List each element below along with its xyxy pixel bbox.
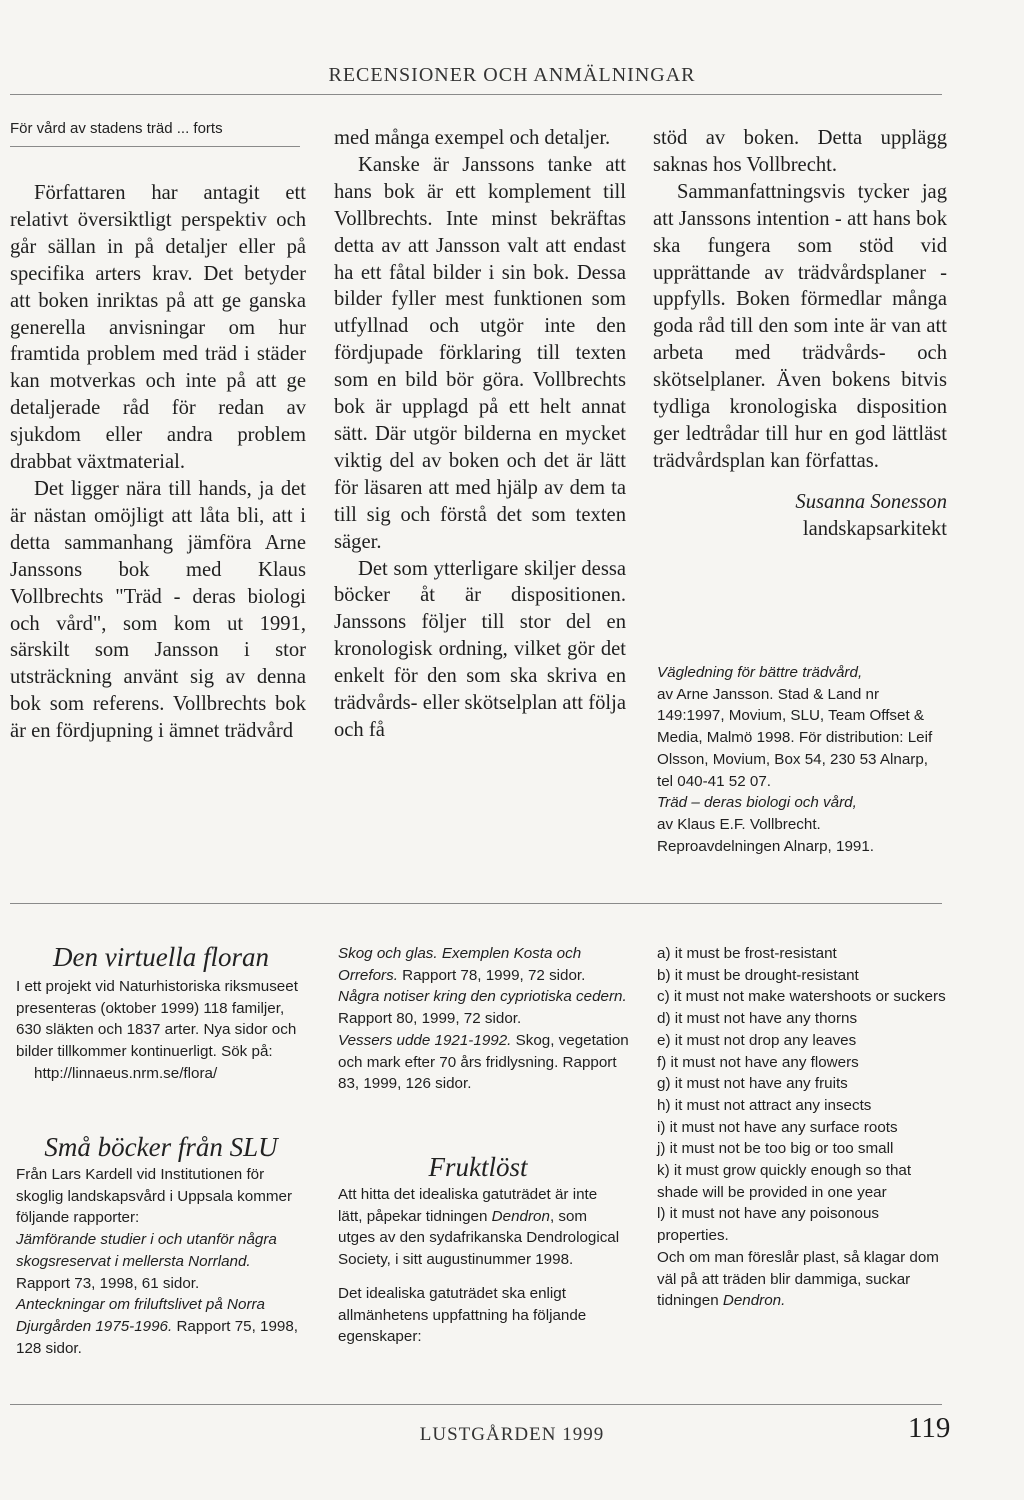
slu-body-col2 xyxy=(338,943,630,1095)
dendron-magazine: Dendron xyxy=(491,1207,550,1225)
book1-title: Vägledning för bättre trädvård, xyxy=(657,664,863,681)
slu-intro: Från Lars Kardell vid Institutionen för skoglig landskapsvård i Uppsala kommer följande rapporter: xyxy=(16,1166,293,1227)
fruktlost-body xyxy=(338,1184,620,1348)
list-item: c) it must not make watershoots or suckers xyxy=(657,988,946,1006)
footer-rule xyxy=(10,1404,942,1405)
floran-body xyxy=(16,976,306,1085)
reviewer-name: Susanna Sonesson xyxy=(795,490,947,513)
review-column-2 xyxy=(334,125,626,744)
journal-name: LUSTGÅRDEN 1999 xyxy=(419,1424,605,1445)
review-paragraph: Det som ytterligare skiljer dessa böcker åt är dispositionen. Janssons följer till stor del en kronologisk ordning, vilket gör det enkelt för den som ska skriva en trädvårds- eller skötselplan att följa och få xyxy=(334,557,626,741)
list-item: i) it must not have any surface roots xyxy=(657,1118,898,1136)
report-title: Några notiser kring den cypriotiska cedern. xyxy=(338,988,627,1006)
running-header: RECENSIONER OCH ANMÄLNINGAR xyxy=(328,64,696,86)
slu-body-col1 xyxy=(16,1164,306,1359)
report-details: Rapport 80, 1999, 72 sidor. xyxy=(338,1010,522,1028)
list-item: g) it must not have any fruits xyxy=(657,1075,848,1093)
book2-title: Träd – deras biologi och vård, xyxy=(657,794,857,812)
review-paragraph: Det ligger nära till hands, ja det är nästan omöjligt att låta bli, att i detta sammanhang jämföra Arne Janssons bok med Klaus Vollbrechts "Träd - deras biologi och vård", som kom ut 1991, särskilt som Jansson i stor utsträckning använt sig av denna bok som referens. Vollbrechts bok är en fördjupning i ämnet trädvård xyxy=(10,477,306,743)
report-title: Vessers udde 1921-1992. xyxy=(338,1031,512,1049)
floran-url: http://linnaeus.nrm.se/flora/ xyxy=(34,1064,218,1082)
slu-heading: Små böcker från SLU xyxy=(44,1132,278,1162)
fruktlost-paragraph-2: Det idealiska gatuträdet ska enligt allmänhetens uppfattning ha följande egenskaper: xyxy=(338,1284,587,1346)
list-item: j) it must not be too big or too small xyxy=(657,1140,894,1158)
book1-details: av Arne Jansson. Stad & Land nr 149:1997, Movium, SLU, Team Offset & Media, Malmö 1998. För distribution: Leif Olsson, Movium, Box 54, 230 53 Alnarp, tel 040-41 52 07. xyxy=(657,685,933,790)
slu-report xyxy=(16,1294,306,1359)
report-details: Rapport 73, 1998, 61 sidor. xyxy=(16,1274,200,1292)
list-item: k) it must grow quickly enough so that shade will be provided in one year xyxy=(657,1162,912,1201)
list-item: f) it must not have any flowers xyxy=(657,1053,859,1071)
review-paragraph: Författaren har antagit ett relativt översiktligt perspektiv och går sällan in på detaljer eller på specifika arters krav. Det betyder att boken inriktas på att ge ganska generella anvisningar om hur framtida problem med träd i städer kan motverkas och inte på att ge detaljerade råd för redan av sjukdom eller andra problem drabbat växtmaterial. xyxy=(10,182,306,474)
slu-report xyxy=(16,1229,306,1294)
continued-label: För vård av stadens träd ... forts xyxy=(10,120,223,137)
fruktlost-paragraph-1 xyxy=(338,1184,620,1271)
floran-heading: Den virtuella floran xyxy=(53,942,269,972)
slu-report xyxy=(338,943,630,986)
list-item: d) it must not have any thorns xyxy=(657,1010,858,1028)
dendron-magazine: Dendron. xyxy=(722,1292,786,1310)
closing-text: Och om man föreslår plast, så klagar dom väl på att träden blir dammiga, suckar tidningen xyxy=(657,1248,939,1310)
report-details: Skog, vegetation och mark efter 70 års fridlysning. Rapport 83, 1999, 126 sidor. xyxy=(338,1031,629,1093)
continued-label-rule xyxy=(10,146,300,147)
report-title: Anteckningar om friluftslivet på Norra Djurgården 1975-1996. xyxy=(16,1296,266,1335)
fruktlost-closing xyxy=(657,1247,947,1312)
list-item: a) it must be frost-resistant xyxy=(657,945,837,962)
report-details: Rapport 78, 1999, 72 sidor. xyxy=(397,966,586,984)
review-paragraph: stöd av boken. Detta upplägg saknas hos Vollbrecht. xyxy=(653,127,947,176)
fruktlost-heading: Fruktlöst xyxy=(428,1152,528,1182)
slu-report xyxy=(338,986,630,1029)
review-column-1 xyxy=(10,180,306,745)
list-item: e) it must not drop any leaves xyxy=(657,1031,857,1049)
fruktlost-text: , som utges av den sydafrikanska Dendrological Society, i sitt augustinummer 1998. xyxy=(338,1207,620,1269)
list-item: h) it must not attract any insects xyxy=(657,1096,872,1114)
fruktlost-text: Att hitta det idealiska gatuträdet är inte lätt, påpekar tidningen xyxy=(338,1186,598,1225)
book2-details: av Klaus E.F. Vollbrecht. Reproavdelningen Alnarp, 1991. xyxy=(657,815,875,855)
review-column-3 xyxy=(653,125,947,543)
report-title: Skog och glas. Exemplen Kosta och Orrefors. xyxy=(338,945,582,984)
slu-report xyxy=(338,1030,630,1095)
reviewer-title: landskapsarkitekt xyxy=(802,517,947,540)
book-references xyxy=(657,662,947,857)
section-divider xyxy=(10,903,942,904)
header-rule xyxy=(10,94,942,95)
review-paragraph: Sammanfattningsvis tycker jag att Janssons intention - att hans bok ska fungera som stöd vid upprättande av trädvårdsplaner - uppfylls. Boken förmedlar många goda råd till den som inte är van att arbeta med trädvårds- och skötselplaner. Även bokens bitvis tydliga kronologiska disposition ger ledtrådar till hur en god lättläst trädvårdsplan kan författas. xyxy=(653,180,947,472)
ideal-tree-list xyxy=(657,943,947,1312)
report-title: Jämförande studier i och utanför några skogsreservat i mellersta Norrland. xyxy=(16,1231,277,1270)
review-paragraph: med många exempel och detaljer. xyxy=(334,127,611,149)
list-item: b) it must be drought-resistant xyxy=(657,966,859,984)
floran-text: I ett projekt vid Naturhistoriska riksmuseet presenteras (oktober 1999) 118 familjer, 630 släkten och 1837 arter. Nya sidor och bilder tillkommer kontinuerligt. Sök på: xyxy=(16,978,298,1061)
page-number: 119 xyxy=(908,1412,951,1444)
review-paragraph: Kanske är Janssons tanke att hans bok är ett komplement till Vollbrechts. Inte minst bekräftas detta av att Jansson valt att endast ha ett fåtal bilder i sin bok. Dessa bilder fyller mest funktionen som utfyllnad och utgör inte den fördjupade förklaring till texten som en bild bör göra. Vollbrechts bok är upplagd på ett helt annat sätt. Där utgör bilderna en mycket viktig del av boken och det är lätt för läsaren att med hjälp av dem ta till sig och förstå det som texten säger. xyxy=(334,153,626,553)
report-details: Rapport 75, 1998, 128 sidor. xyxy=(16,1317,299,1357)
list-item: l) it must not have any poisonous properties. xyxy=(657,1205,880,1245)
